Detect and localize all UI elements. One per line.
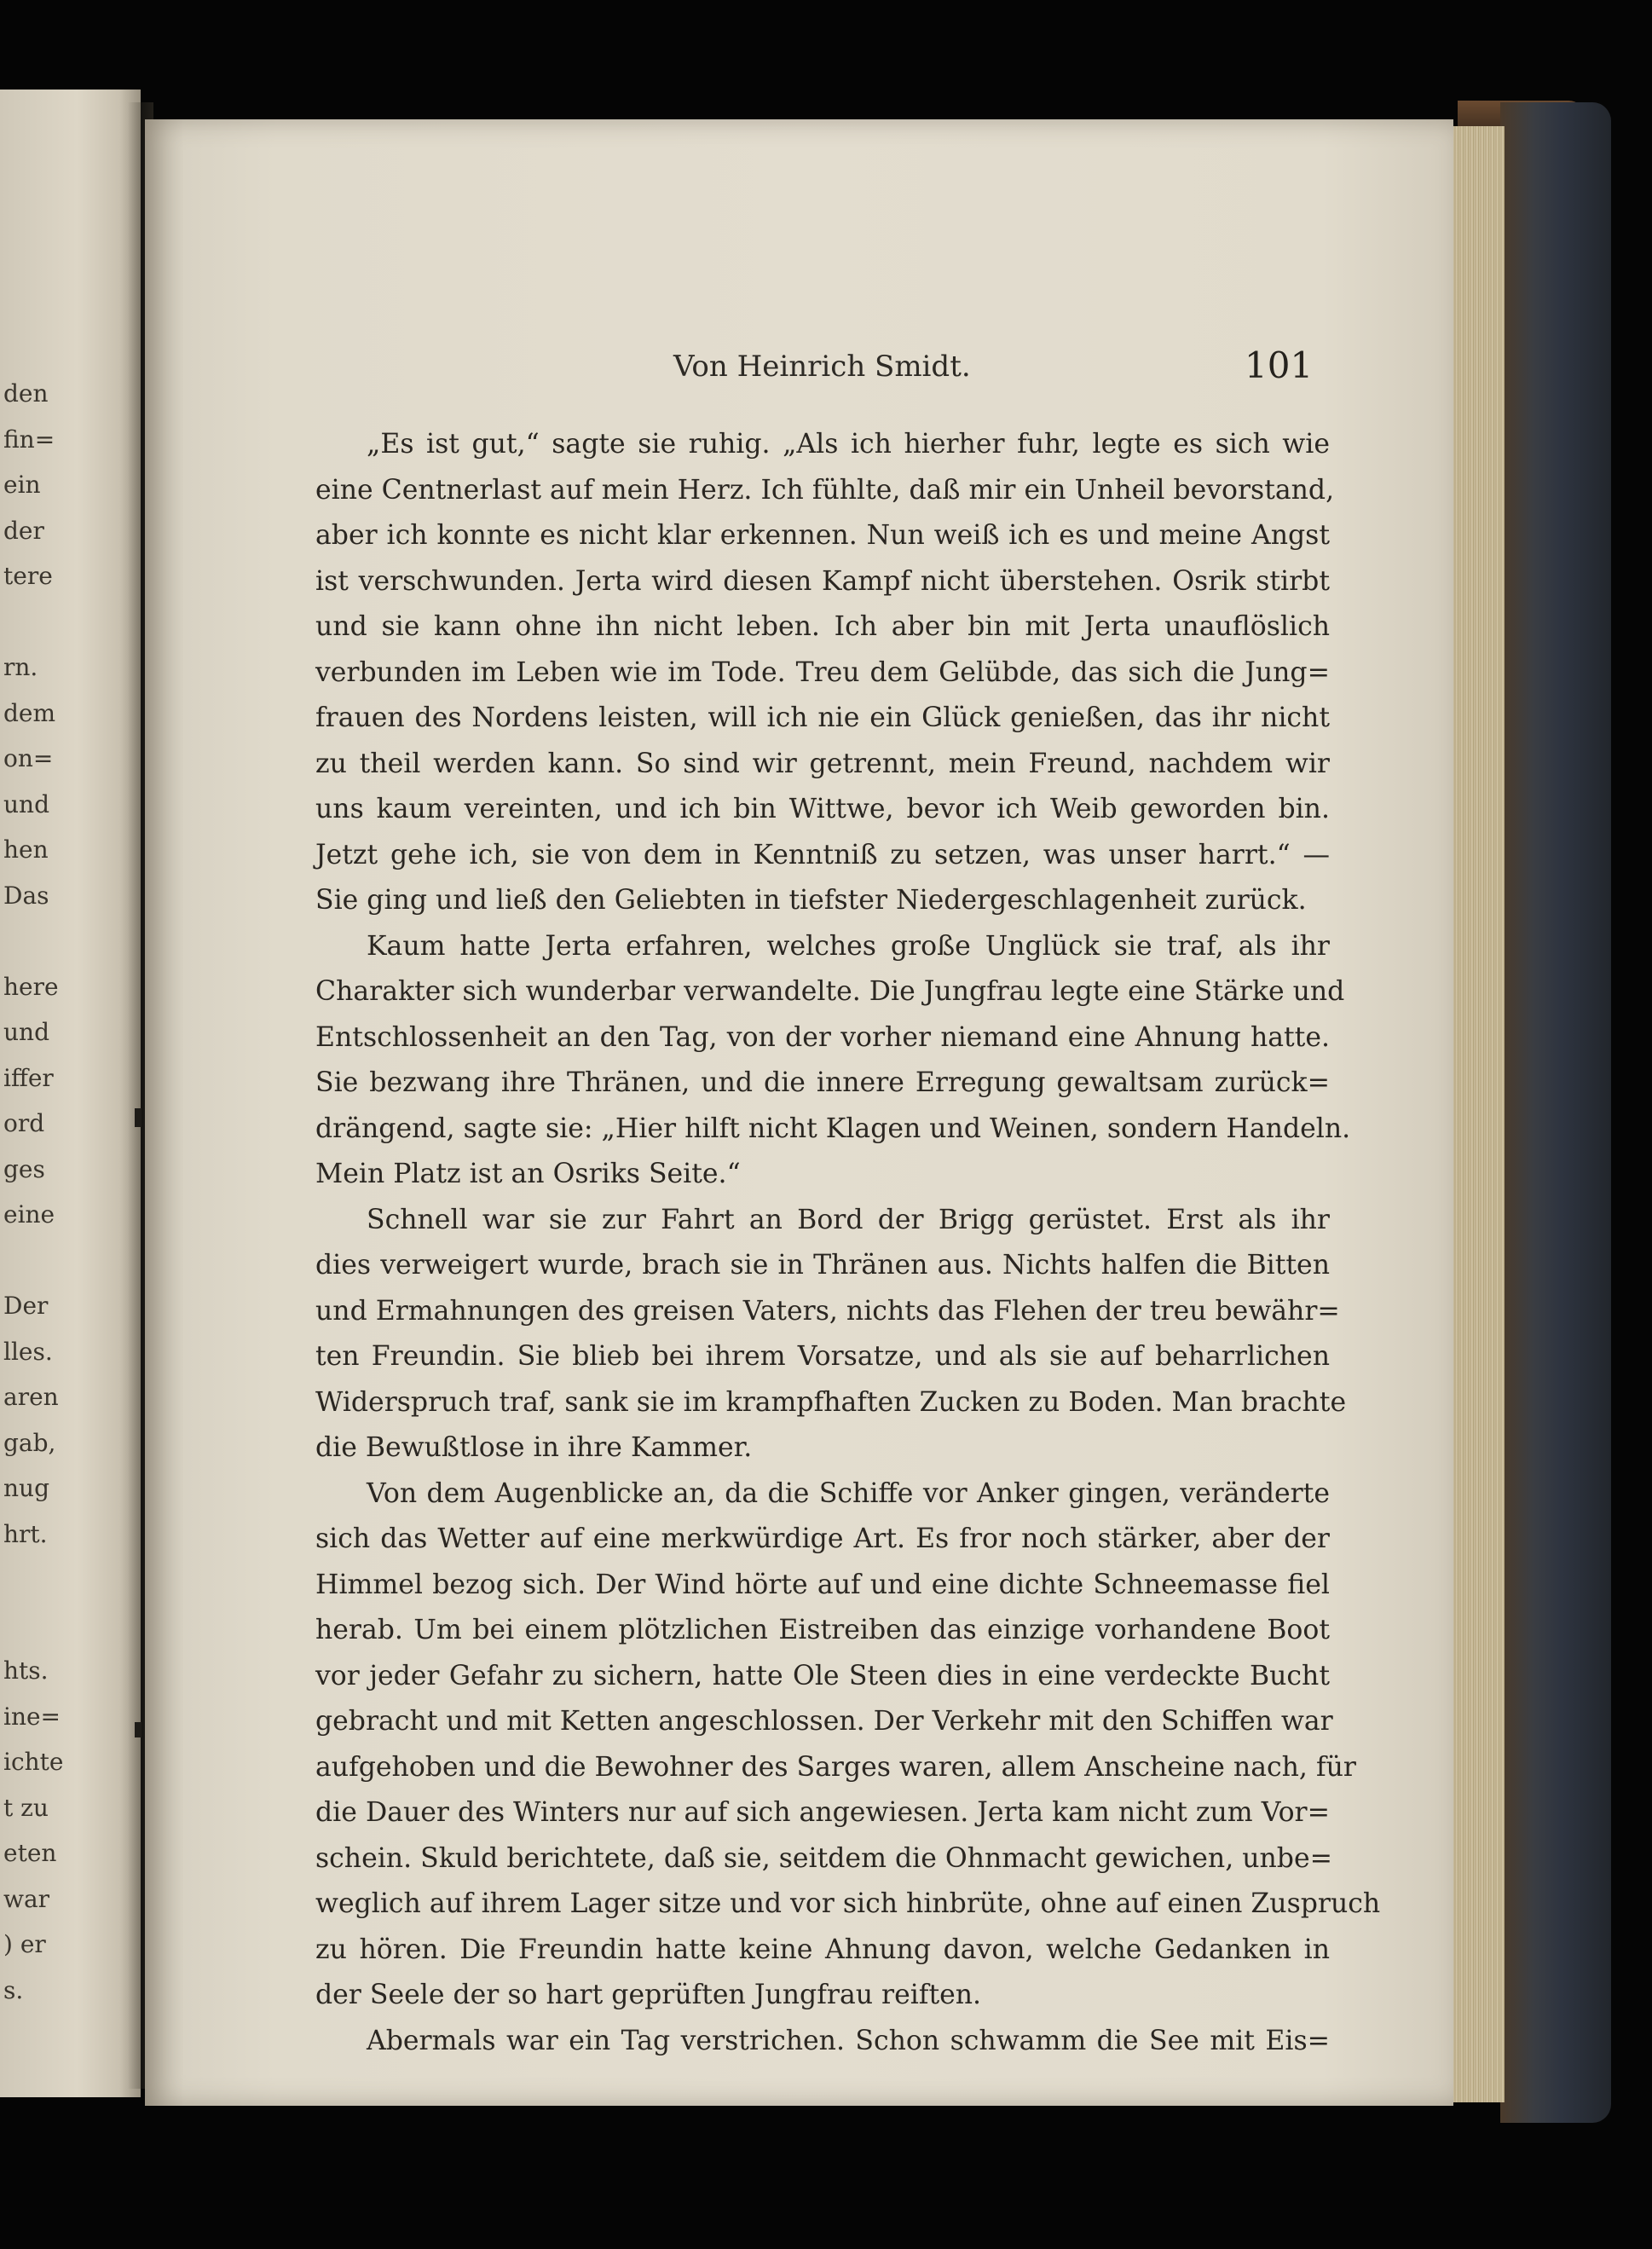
text-line: herab. Um bei einem plötzlichen Eistreiben das einzige vorhandene Boot bbox=[315, 1615, 1330, 1645]
text-line: eine Centnerlast auf mein Herz. Ich fühlte, daß mir ein Unheil bevorstand, bbox=[315, 474, 1335, 506]
previous-page-fragment: eine bbox=[3, 1200, 55, 1229]
page-number: 101 bbox=[1245, 344, 1314, 386]
page-header bbox=[145, 344, 1453, 401]
previous-page-fragment bbox=[0, 1238, 51, 1284]
previous-page-fragment: aren bbox=[3, 1383, 59, 1411]
previous-page-fragment: gab, bbox=[3, 1428, 56, 1457]
text-line: frauen des Nordens leisten, will ich nie ein Glück genießen, das ihr nicht bbox=[315, 702, 1330, 733]
previous-page-fragment: war bbox=[3, 1884, 50, 1913]
text-line: Jetzt gehe ich, sie von dem in Kenntniß zu setzen, was unser harrt.“ — bbox=[315, 839, 1330, 870]
previous-page-fragment: ) er bbox=[3, 1930, 46, 1958]
previous-page-fragment: eten bbox=[3, 1839, 57, 1867]
text-line: die Dauer des Winters nur auf sich angewiesen. Jerta kam nicht zum Vor= bbox=[315, 1797, 1330, 1828]
binding-mark bbox=[135, 1108, 142, 1127]
text-line: „Es ist gut,“ sagte sie ruhig. „Als ich hierher fuhr, legte es sich wie bbox=[367, 429, 1330, 460]
previous-page-fragment: dem bbox=[3, 698, 56, 727]
text-line: Entschlossenheit an den Tag, von der vorher niemand eine Ahnung hatte. bbox=[315, 1021, 1330, 1053]
text-line: Widerspruch traf, sank sie im krampfhaften Zucken zu Boden. Man brachte bbox=[315, 1386, 1347, 1418]
previous-page-fragment bbox=[0, 1557, 51, 1603]
previous-page-fragment: iffer bbox=[3, 1063, 54, 1092]
text-line: verbunden im Leben wie im Tode. Treu dem Gelübde, das sich die Jung= bbox=[315, 656, 1330, 688]
binding-mark bbox=[135, 1722, 142, 1737]
previous-page-fragment: und bbox=[3, 789, 49, 818]
text-line: aufgehoben und die Bewohner des Sarges waren, allem Anscheine nach, für bbox=[315, 1751, 1356, 1783]
text-line: gebracht und mit Ketten angeschlossen. Der Verkehr mit den Schiffen war bbox=[315, 1706, 1333, 1737]
text-line: Kaum hatte Jerta erfahren, welches große Unglück sie traf, als ihr bbox=[367, 930, 1330, 962]
text-line: aber ich konnte es nicht klar erkennen. Nun weiß ich es und meine Angst bbox=[315, 520, 1330, 551]
previous-page-fragment: und bbox=[3, 1018, 49, 1046]
previous-page-fragment: ges bbox=[3, 1154, 45, 1183]
text-line: und Ermahnungen des greisen Vaters, nichts das Flehen der treu bewähr= bbox=[315, 1295, 1340, 1327]
previous-page-fragment: der bbox=[3, 516, 44, 545]
previous-page-fragment: ichte bbox=[3, 1748, 64, 1776]
text-line: dies verweigert wurde, brach sie in Thränen aus. Nichts halfen die Bitten bbox=[315, 1250, 1330, 1281]
text-line: ist verschwunden. Jerta wird diesen Kampf nicht überstehen. Osrik stirbt bbox=[315, 565, 1330, 597]
previous-page-fragment: s. bbox=[3, 1975, 24, 2004]
previous-page-fragment: lles. bbox=[3, 1337, 53, 1366]
previous-page-text-fragments bbox=[0, 371, 64, 2013]
previous-page-fragment: Das bbox=[3, 881, 49, 910]
previous-page-fragment: ein bbox=[3, 471, 41, 499]
previous-page-fragment: on= bbox=[3, 744, 54, 772]
text-line: und sie kann ohne ihn nicht leben. Ich aber bin mit Jerta unauflöslich bbox=[315, 611, 1330, 642]
text-line: Sie ging und ließ den Geliebten in tiefster Niedergeschlagenheit zurück. bbox=[315, 885, 1307, 916]
text-line: Mein Platz ist an Osriks Seite.“ bbox=[315, 1159, 741, 1189]
current-page bbox=[145, 119, 1453, 2106]
text-line: vor jeder Gefahr zu sichern, hatte Ole Steen dies in eine verdeckte Bucht bbox=[315, 1660, 1330, 1691]
text-line: die Bewußtlose in ihre Kammer. bbox=[315, 1432, 753, 1463]
previous-page-fragment: Der bbox=[3, 1292, 49, 1320]
text-line: zu hören. Die Freundin hatte keine Ahnung davon, welche Gedanken in bbox=[315, 1934, 1330, 1965]
text-line: Himmel bezog sich. Der Wind hörte auf und eine dichte Schneemasse fiel bbox=[315, 1569, 1330, 1600]
previous-page-fragment: den bbox=[3, 379, 49, 408]
previous-page-fragment bbox=[0, 1603, 51, 1649]
text-line: Schnell war sie zur Fahrt an Bord der Brigg gerüstet. Erst als ihr bbox=[367, 1204, 1330, 1235]
previous-page-fragment: ord bbox=[3, 1109, 45, 1137]
text-line: Von dem Augenblicke an, da die Schiffe vor Anker gingen, veränderte bbox=[367, 1477, 1330, 1509]
book-cover bbox=[1500, 102, 1611, 2123]
page-edges bbox=[1453, 126, 1505, 2102]
previous-page-fragment bbox=[0, 599, 51, 645]
text-line: zu theil werden kann. So sind wir getrennt, mein Freund, nachdem wir bbox=[315, 748, 1330, 779]
previous-page-fragment: rn. bbox=[3, 653, 38, 681]
previous-page-fragment: tere bbox=[3, 562, 53, 590]
previous-page-fragment: hrt. bbox=[3, 1519, 48, 1548]
previous-page-fragment: here bbox=[3, 972, 59, 1001]
running-head: Von Heinrich Smidt. bbox=[673, 350, 971, 384]
text-line: schein. Skuld berichtete, daß sie, seitdem die Ohnmacht gewichen, unbe= bbox=[315, 1842, 1333, 1874]
previous-page-fragment: hen bbox=[3, 835, 49, 864]
previous-page-fragment: ine= bbox=[3, 1702, 61, 1731]
text-line: Charakter sich wunderbar verwandelte. Die Jungfrau legte eine Stärke und bbox=[315, 976, 1345, 1007]
text-line: weglich auf ihrem Lager sitze und vor sich hinbrüte, ohne auf einen Zuspruch bbox=[315, 1888, 1381, 1919]
text-line: der Seele der so hart geprüften Jungfrau reiften. bbox=[315, 1980, 982, 2010]
body-text bbox=[315, 422, 1381, 2064]
text-line: Sie bezwang ihre Thränen, und die innere Erregung gewaltsam zurück= bbox=[315, 1067, 1330, 1098]
previous-page-fragment: fin= bbox=[3, 425, 55, 454]
previous-page bbox=[0, 90, 141, 2097]
previous-page-fragment: hts. bbox=[3, 1656, 49, 1685]
text-line: ten Freundin. Sie blieb bei ihrem Vorsatze, und als sie auf beharrlichen bbox=[315, 1341, 1330, 1372]
text-line: Abermals war ein Tag verstrichen. Schon schwamm die See mit Eis= bbox=[367, 2025, 1330, 2056]
text-line: uns kaum vereinten, und ich bin Wittwe, bevor ich Weib geworden bin. bbox=[315, 794, 1330, 824]
text-line: drängend, sagte sie: „Hier hilft nicht Klagen und Weinen, sondern Handeln. bbox=[315, 1113, 1351, 1144]
previous-page-fragment: t zu bbox=[3, 1793, 49, 1822]
previous-page-fragment bbox=[0, 918, 51, 964]
previous-page-fragment: nug bbox=[3, 1474, 49, 1502]
text-line: sich das Wetter auf eine merkwürdige Art. Es fror noch stärker, aber der bbox=[315, 1523, 1330, 1554]
